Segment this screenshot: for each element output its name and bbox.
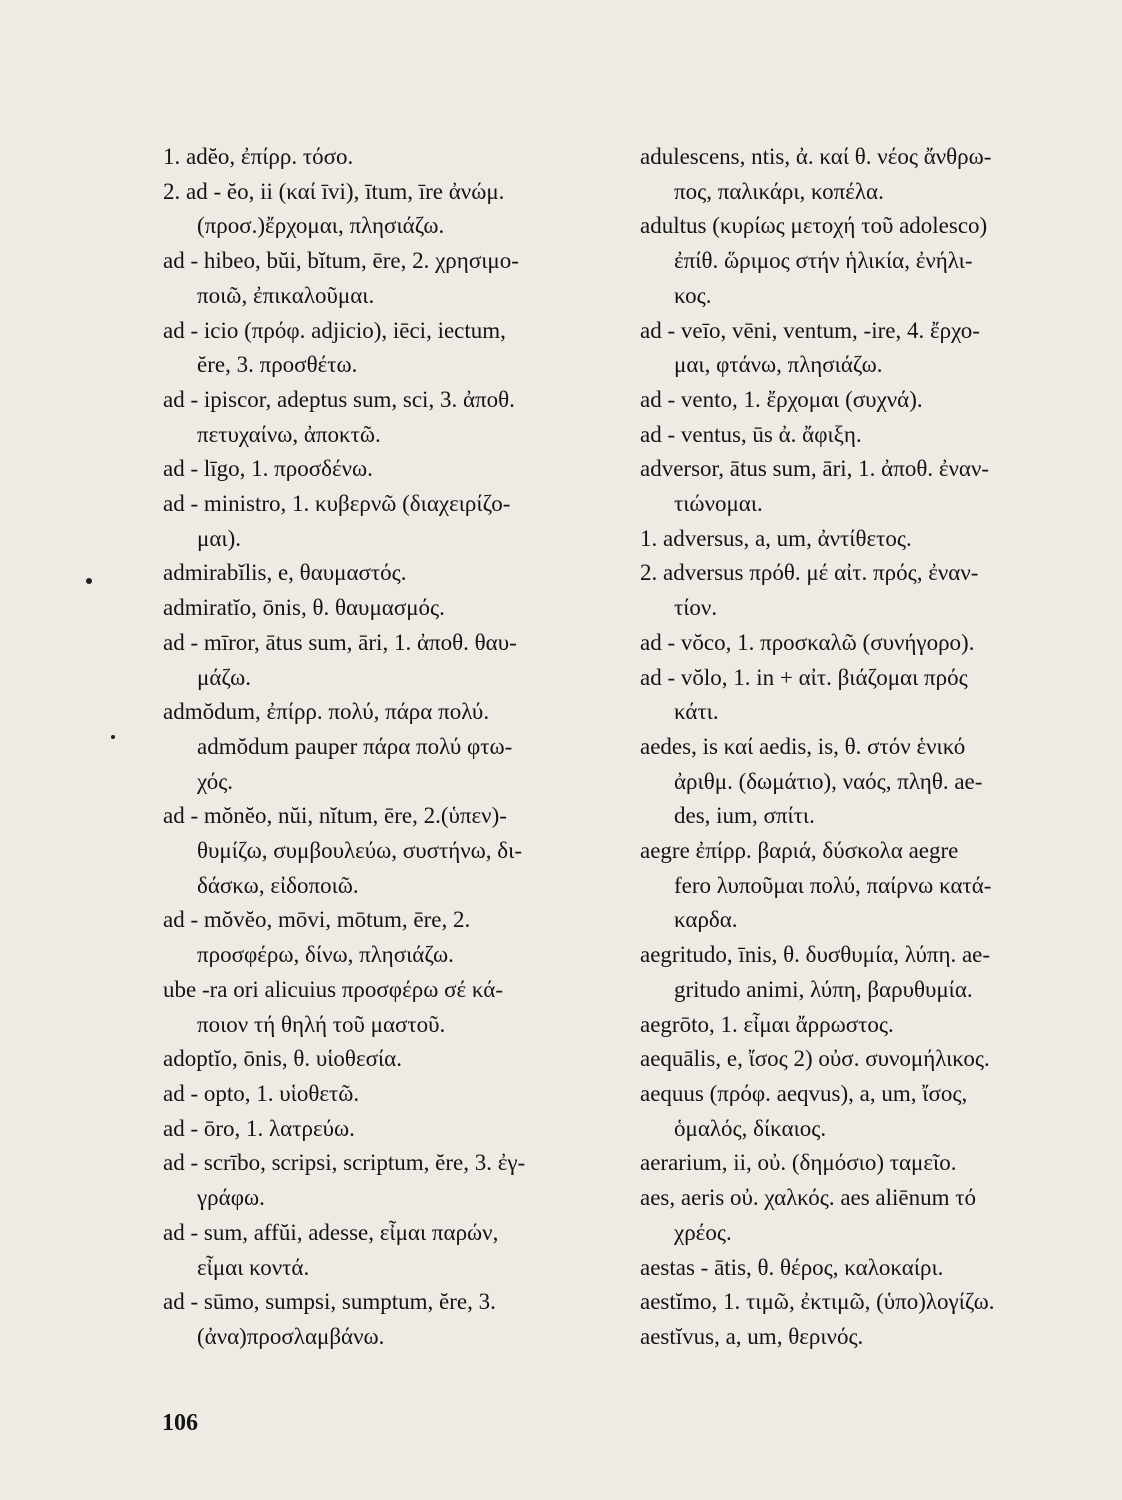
entry-line: ad - vento, 1. ἔρχομαι (συχνά). xyxy=(640,386,923,412)
dictionary-entry xyxy=(640,1146,1120,1181)
entry-line: ad - sum, affŭi, adesse, εἶμαι παρών, xyxy=(163,1219,499,1245)
entry-line: ad - icio (πρόφ. adjicio), iēci, iectum, xyxy=(163,317,506,343)
entry-continuation-line: ἐπίθ. ὥριμος στήν ἡλικία, ἐνήλι- xyxy=(674,248,973,274)
dictionary-entry xyxy=(163,487,615,556)
dictionary-entry xyxy=(163,695,615,799)
entry-line: ad - mŏnĕo, nŭi, nĭtum, ēre, 2.(ὑπεν)- xyxy=(163,803,507,829)
entry-continuation-line: ποιῶ, ἐπικαλοῦμαι. xyxy=(197,282,375,308)
entry-continuation-line: γράφω. xyxy=(197,1185,265,1211)
entry-continuation-line: προσφέρω, δίνω, πλησιάζω. xyxy=(197,942,454,968)
page-number: 106 xyxy=(162,1410,198,1436)
entry-line: ad - ōro, 1. λατρεύω. xyxy=(163,1115,355,1141)
dictionary-entry xyxy=(163,556,615,591)
dictionary-entry xyxy=(640,1008,1120,1043)
entry-line: ad - veīo, vēni, ventum, -ire, 4. ἔρχο- xyxy=(640,317,980,343)
margin-mark xyxy=(86,578,92,584)
entry-continuation-line: χρέος. xyxy=(674,1219,732,1245)
dictionary-entry xyxy=(640,383,1120,418)
entry-line: aedes, is καί aedis, is, θ. στόν ἑνικό xyxy=(640,733,966,759)
entry-continuation-line: κος. xyxy=(674,282,712,308)
entry-continuation-line: fero λυποῦμαι πολύ, παίρνω κατά- xyxy=(674,872,992,898)
entry-line: adulescens, ntis, ἀ. καί θ. νέος ἄνθρω- xyxy=(640,144,992,169)
dictionary-entry xyxy=(163,1285,615,1354)
entry-line: aegritudo, īnis, θ. δυσθυμία, λύπη. ae- xyxy=(640,942,991,968)
entry-line: adultus (κυρίως μετοχή τοῦ adolesco) xyxy=(640,213,988,239)
entry-line: ad - ventus, ūs ἀ. ἄφιξη. xyxy=(640,421,862,447)
entry-line: admirabĭlis, e, θαυμαστός. xyxy=(163,560,407,586)
entry-continuation-line: μάζω. xyxy=(197,664,251,690)
dictionary-entry xyxy=(163,799,615,903)
entry-line: aes, aeris οὐ. χαλκός. aes aliēnum τό xyxy=(640,1185,977,1211)
dictionary-entry xyxy=(163,175,615,244)
entry-line: admŏdum, ἐπίρρ. πολύ, πάρα πολύ. xyxy=(163,699,490,725)
dictionary-entry xyxy=(640,730,1120,834)
entry-continuation-line: μαι). xyxy=(197,525,241,551)
dictionary-entry xyxy=(163,1146,615,1215)
entry-line: 2. ad - ĕo, ii (καί īvi), ītum, īre ἀνώμ. xyxy=(163,178,505,204)
dictionary-entry xyxy=(640,556,1120,625)
entry-line: ad - mīror, ātus sum, āri, 1. ἀποθ. θαυ- xyxy=(163,629,517,655)
entry-line: 1. adversus, a, um, ἀντίθετος. xyxy=(640,525,912,551)
right-column xyxy=(640,140,1120,1355)
entry-continuation-line: καρδα. xyxy=(674,907,738,933)
left-column xyxy=(163,140,615,1355)
dictionary-entry xyxy=(640,661,1120,730)
dictionary-entry xyxy=(163,1216,615,1285)
entry-continuation-line: πος, παλικάρι, κοπέλα. xyxy=(674,178,884,204)
dictionary-entry xyxy=(640,314,1120,383)
dictionary-entry xyxy=(640,452,1120,521)
entry-line: aestĭvus, a, um, θερινός. xyxy=(640,1323,864,1349)
dictionary-entry xyxy=(163,452,615,487)
entry-continuation-line: μαι, φτάνω, πλησιάζω. xyxy=(674,352,883,378)
entry-line: ad - opto, 1. υἱοθετῶ. xyxy=(163,1080,360,1106)
entry-line: ad - mŏvĕo, mōvi, mōtum, ēre, 2. xyxy=(163,907,471,933)
dictionary-entry xyxy=(163,383,615,452)
entry-line: aegre ἐπίρρ. βαριά, δύσκολα aegre xyxy=(640,838,959,864)
entry-line: ad - scrībo, scripsi, scriptum, ĕre, 3. ἐγ- xyxy=(163,1150,526,1176)
entry-line: ad - hibeo, bŭi, bĭtum, ēre, 2. χρησιμο- xyxy=(163,248,519,274)
dictionary-entry xyxy=(640,1077,1120,1146)
dictionary-entry xyxy=(163,1112,615,1147)
entry-continuation-line: ĕre, 3. προσθέτω. xyxy=(197,352,358,378)
dictionary-entry xyxy=(640,1285,1120,1320)
dictionary-entry xyxy=(640,1042,1120,1077)
entry-continuation-line: τίον. xyxy=(674,595,718,621)
entry-line: ube -ra ori alicuius προσφέρω σέ κά- xyxy=(163,976,504,1002)
entry-line: admiratĭo, ōnis, θ. θαυμασμός. xyxy=(163,595,445,621)
entry-line: aegrōto, 1. εἶμαι ἄρρωστος. xyxy=(640,1011,894,1037)
dictionary-entry xyxy=(640,140,1120,209)
entry-line: ad - sūmo, sumpsi, sumptum, ĕre, 3. xyxy=(163,1289,496,1315)
entry-line: adversor, ātus sum, āri, 1. ἀποθ. ἐναν- xyxy=(640,456,990,482)
entry-line: ad - vŏco, 1. προσκαλῶ (συνήγορο). xyxy=(640,629,975,655)
dictionary-entry xyxy=(163,1042,615,1077)
dictionary-entry xyxy=(640,834,1120,938)
entry-line: ad - vŏlo, 1. in + αἰτ. βιάζομαι πρός xyxy=(640,664,968,690)
entry-continuation-line: gritudo animi, λύπη, βαρυθυμία. xyxy=(674,976,973,1002)
entry-continuation-line: πετυχαίνω, ἀποκτῶ. xyxy=(197,421,381,447)
entry-line: adoptĭo, ōnis, θ. υἱοθεσία. xyxy=(163,1046,402,1072)
entry-line: 2. adversus πρόθ. μέ αἰτ. πρός, ἐναν- xyxy=(640,560,979,586)
entry-line: aequālis, e, ἴσος 2) οὐσ. συνομήλικος. xyxy=(640,1046,990,1072)
dictionary-entry xyxy=(163,244,615,313)
dictionary-entry xyxy=(163,626,615,695)
dictionary-entry xyxy=(163,314,615,383)
entry-continuation-line: δάσκω, εἰδοποιῶ. xyxy=(197,872,359,898)
entry-continuation-line: ποιον τή θηλή τοῦ μαστοῦ. xyxy=(197,1011,446,1037)
entry-continuation-line: (ἀνα)προσλαμβάνω. xyxy=(197,1323,385,1349)
entry-continuation-line: κάτι. xyxy=(674,699,719,725)
entry-continuation-line: εἶμαι κοντά. xyxy=(197,1254,310,1280)
entry-continuation-line: admŏdum pauper πάρα πολύ φτω- xyxy=(197,733,513,759)
entry-continuation-line: τιώνομαι. xyxy=(674,491,763,517)
entry-continuation-line: θυμίζω, συμβουλεύω, συστήνω, δι- xyxy=(197,838,522,864)
entry-line: ad - līgo, 1. προσδένω. xyxy=(163,456,373,482)
dictionary-entry xyxy=(640,209,1120,313)
entry-line: aerarium, ii, οὐ. (δημόσιο) ταμεῖο. xyxy=(640,1150,957,1176)
entry-line: aestas - ātis, θ. θέρος, καλοκαίρι. xyxy=(640,1254,944,1280)
dictionary-entry xyxy=(640,626,1120,661)
dictionary-entry xyxy=(640,522,1120,557)
dictionary-entry xyxy=(640,1320,1120,1355)
dictionary-entry xyxy=(163,591,615,626)
dictionary-entry xyxy=(163,1077,615,1112)
entry-continuation-line: ὁμαλός, δίκαιος. xyxy=(674,1115,827,1141)
entry-line: aestĭmo, 1. τιμῶ, ἐκτιμῶ, (ὑπο)λογίζω. xyxy=(640,1289,995,1315)
entry-continuation-line: des, ium, σπίτι. xyxy=(674,803,815,829)
entry-continuation-line: (προσ.)ἔρχομαι, πλησιάζω. xyxy=(197,213,445,239)
margin-mark xyxy=(111,735,115,739)
entry-line: ad - ministro, 1. κυβερνῶ (διαχειρίζο- xyxy=(163,491,511,517)
dictionary-entry xyxy=(163,973,615,1042)
entry-line: 1. adĕo, ἐπίρρ. τόσο. xyxy=(163,144,354,169)
entry-line: ad - ipiscor, adeptus sum, sci, 3. ἀποθ. xyxy=(163,386,515,412)
dictionary-entry xyxy=(163,903,615,972)
dictionary-entry xyxy=(640,1181,1120,1250)
dictionary-entry xyxy=(640,418,1120,453)
dictionary-entry xyxy=(640,1251,1120,1286)
dictionary-entry xyxy=(163,140,615,175)
dictionary-entry xyxy=(640,938,1120,1007)
entry-line: aequus (πρόφ. aeqvus), a, um, ἴσος, xyxy=(640,1080,968,1106)
entry-continuation-line: ἀριθμ. (δωμάτιο), ναός, πληθ. ae- xyxy=(674,768,983,794)
entry-continuation-line: χός. xyxy=(197,768,234,794)
